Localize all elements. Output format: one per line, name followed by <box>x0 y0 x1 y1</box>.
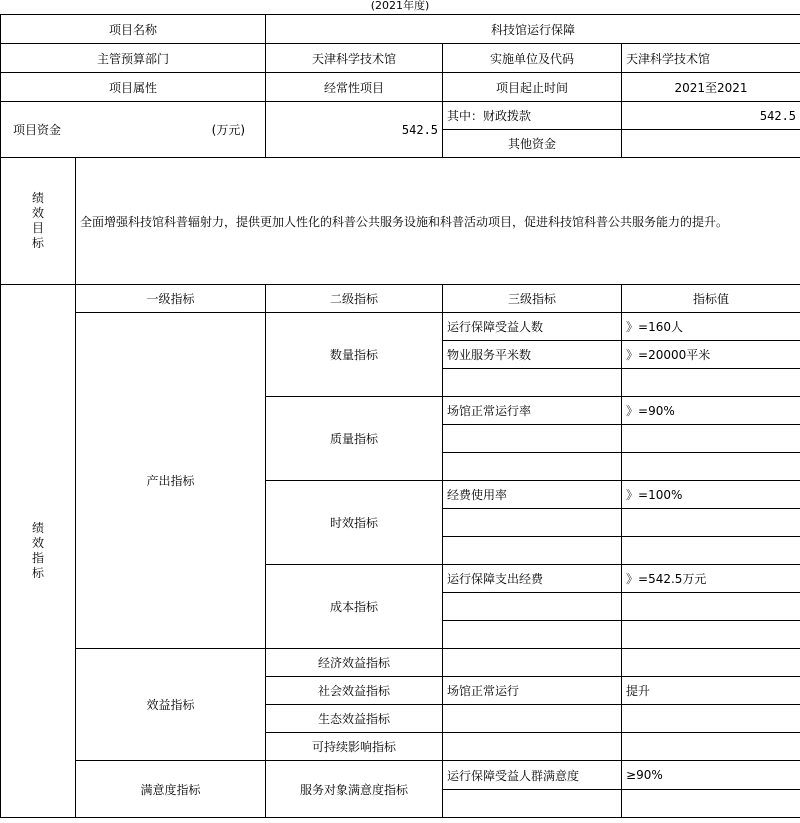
empty-cell <box>443 705 622 733</box>
header-level1: 一级指标 <box>76 285 266 313</box>
other-label: 其他资金 <box>443 130 622 158</box>
indicators-side-label: 绩 效 指 标 <box>1 285 76 818</box>
empty-cell <box>622 705 800 733</box>
empty-cell <box>622 733 800 761</box>
empty-cell <box>622 593 800 621</box>
fund-label-cell <box>1 102 266 158</box>
header-level2: 二级指标 <box>266 285 443 313</box>
period-value: 2021至2021 <box>622 73 800 102</box>
empty-cell <box>622 790 800 818</box>
quality-label: 质量指标 <box>266 397 443 481</box>
indicator-value: 提升 <box>622 677 800 705</box>
sustain-label: 可持续影响指标 <box>266 733 443 761</box>
cost-label: 成本指标 <box>266 565 443 649</box>
period-label: 项目起止时间 <box>443 73 622 102</box>
row-goal <box>1 158 800 285</box>
empty-cell <box>443 593 622 621</box>
empty-cell <box>443 425 622 453</box>
dept-label: 主管预算部门 <box>1 44 266 73</box>
attr-label: 项目属性 <box>1 73 266 102</box>
goal-text: 全面增强科技馆科普辐射力，提供更加人性化的科普公共服务设施和科普活动项目，促进科技馆科普公共服务能力的提升。 <box>76 158 800 285</box>
year-caption: (2021年度) <box>370 0 430 12</box>
fund-total: 542.5 <box>266 102 443 158</box>
project-name-value: 科技馆运行保障 <box>266 15 800 44</box>
satisfaction-label: 满意度指标 <box>76 761 266 818</box>
fund-label: 项目资金 <box>13 123 62 137</box>
other-value <box>622 130 800 158</box>
indicator-value: 》=100% <box>622 481 800 509</box>
empty-cell <box>622 425 800 453</box>
fiscal-label: 其中：财政拨款 <box>443 102 622 130</box>
service-label: 服务对象满意度指标 <box>266 761 443 818</box>
empty-cell <box>622 621 800 649</box>
indicator-name: 经费使用率 <box>443 481 622 509</box>
row-project-name <box>1 15 800 44</box>
econ-label: 经济效益指标 <box>266 649 443 677</box>
indicator-value: 》=90% <box>622 397 800 425</box>
time-label: 时效指标 <box>266 481 443 565</box>
benefit-label: 效益指标 <box>76 649 266 761</box>
indicator-name: 运行保障受益人数 <box>443 313 622 341</box>
indicator-value: 》=20000平米 <box>622 341 800 369</box>
row-department <box>1 44 800 73</box>
fund-unit: (万元) <box>211 123 246 137</box>
indicator-name: 场馆正常运行率 <box>443 397 622 425</box>
empty-cell <box>443 453 622 481</box>
row-fund-fiscal <box>1 102 800 130</box>
empty-cell <box>443 733 622 761</box>
empty-cell <box>622 509 800 537</box>
eco-label: 生态效益指标 <box>266 705 443 733</box>
empty-cell <box>443 790 622 818</box>
empty-cell <box>622 369 800 397</box>
header-value: 指标值 <box>622 285 800 313</box>
social-label: 社会效益指标 <box>266 677 443 705</box>
indicator-value: ≥90% <box>622 761 800 790</box>
impl-label: 实施单位及代码 <box>443 44 622 73</box>
empty-cell <box>622 453 800 481</box>
row-indicator-header <box>1 285 800 313</box>
empty-cell <box>443 537 622 565</box>
indicator-name: 物业服务平米数 <box>443 341 622 369</box>
header-level3: 三级指标 <box>443 285 622 313</box>
fiscal-value: 542.5 <box>622 102 800 130</box>
table-row <box>1 649 800 677</box>
empty-cell <box>443 621 622 649</box>
indicator-name: 运行保障支出经费 <box>443 565 622 593</box>
row-attribute <box>1 73 800 102</box>
quantity-label: 数量指标 <box>266 313 443 397</box>
performance-table <box>0 14 800 818</box>
indicator-name: 场馆正常运行 <box>443 677 622 705</box>
empty-cell <box>443 649 622 677</box>
table-row <box>1 761 800 790</box>
empty-cell <box>622 649 800 677</box>
impl-value: 天津科学技术馆 <box>622 44 800 73</box>
output-label: 产出指标 <box>76 313 266 649</box>
indicator-name: 运行保障受益人群满意度 <box>443 761 622 790</box>
dept-value: 天津科学技术馆 <box>266 44 443 73</box>
attr-value: 经常性项目 <box>266 73 443 102</box>
table-row <box>1 313 800 341</box>
indicator-value: 》=542.5万元 <box>622 565 800 593</box>
empty-cell <box>443 509 622 537</box>
empty-cell <box>622 537 800 565</box>
indicator-value: 》=160人 <box>622 313 800 341</box>
project-name-label: 项目名称 <box>1 15 266 44</box>
goal-side-label: 绩 效 目 标 <box>1 158 76 285</box>
empty-cell <box>443 369 622 397</box>
